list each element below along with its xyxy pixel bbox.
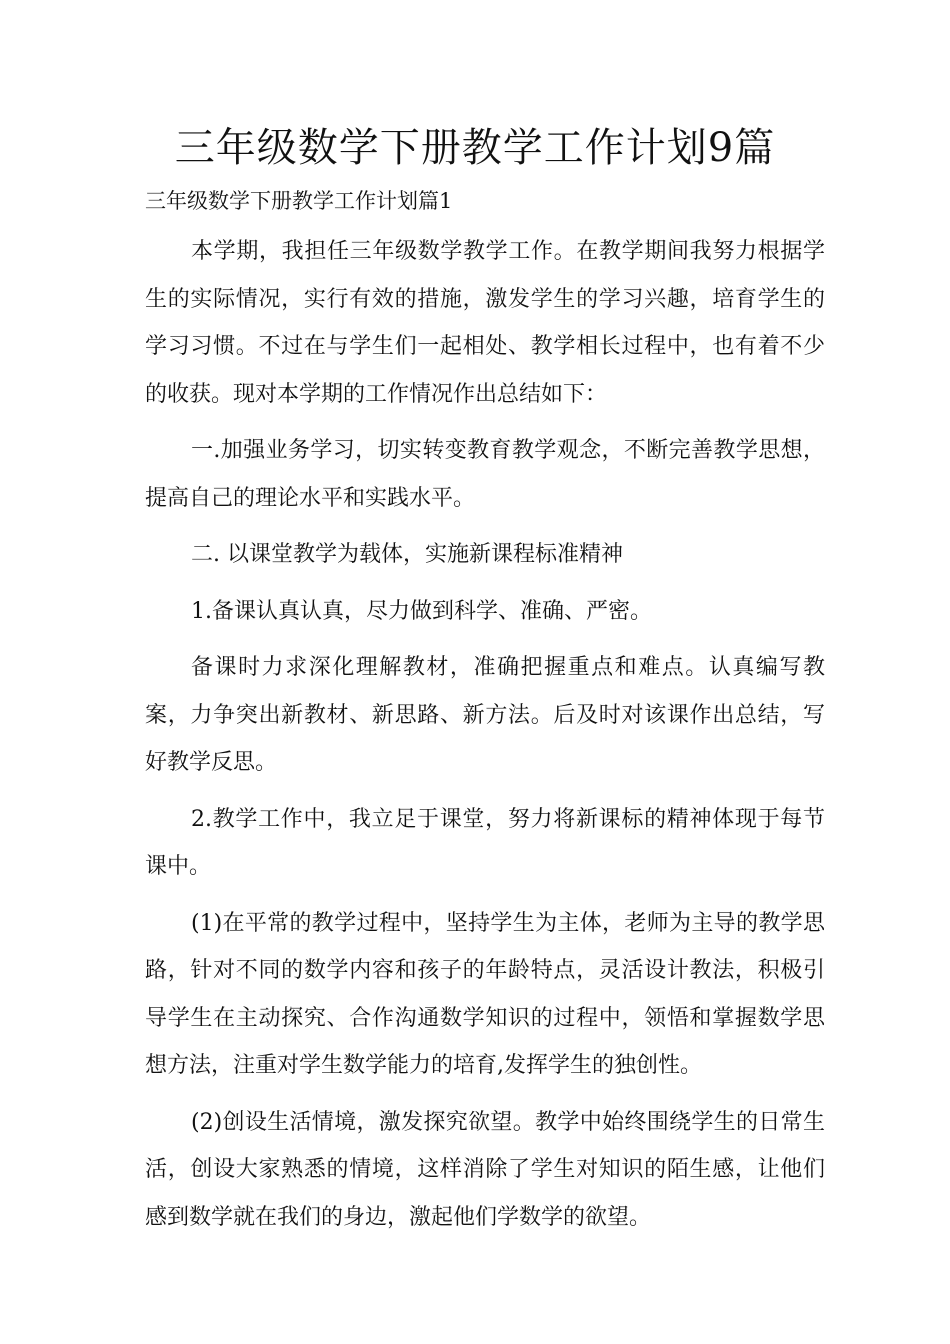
paragraph-point-one: 一.加强业务学习，切实转变教育教学观念，不断完善教学思想，提高自己的理论水平和实践水平。	[145, 438, 825, 511]
section-heading: 三年级数学下册教学工作计划篇1	[145, 189, 453, 213]
paragraph-point-two: 二. 以课堂教学为载体，实施新课程标准精神	[191, 542, 623, 567]
document-title: 三年级数学下册教学工作计划9篇	[174, 125, 776, 171]
paragraph-item-1: 1.备课认真认真，尽力做到科学、准确、严密。	[191, 598, 652, 624]
paragraph-lesson-prep: 备课时力求深化理解教材，准确把握重点和难点。认真编写教案，力争突出新教材、新思路、新方法。后及时对该课作出总结，写好教学反思。	[145, 655, 825, 775]
paragraph-subitem-2: (2)创设生活情境，激发探究欲望。教学中始终围绕学生的日常生活，创设大家熟悉的情境，这样消除了学生对知识的陌生感，让他们感到数学就在我们的身边，激起他们学数学的欲望。	[145, 1109, 825, 1230]
paragraph-item-2: 2.教学工作中，我立足于课堂，努力将新课标的精神体现于每节课中。	[145, 806, 825, 879]
document-body	[145, 228, 825, 1250]
paragraph-intro: 本学期，我担任三年级数学教学工作。在教学期间我努力根据学生的实际情况，实行有效的措施，激发学生的学习兴趣，培育学生的学习习惯。不过在与学生们一起相处、教学相长过程中，也有着不少的收获。现对本学期的工作情况作出总结如下：	[145, 239, 825, 407]
paragraph-subitem-1: (1)在平常的教学过程中，坚持学生为主体，老师为主导的教学思路，针对不同的数学内容和孩子的年龄特点，灵活设计教法，积极引导学生在主动探究、合作沟通数学知识的过程中，领悟和掌握数学思想方法，注重对学生数学能力的培育,发挥学生的独创性。	[145, 910, 825, 1078]
